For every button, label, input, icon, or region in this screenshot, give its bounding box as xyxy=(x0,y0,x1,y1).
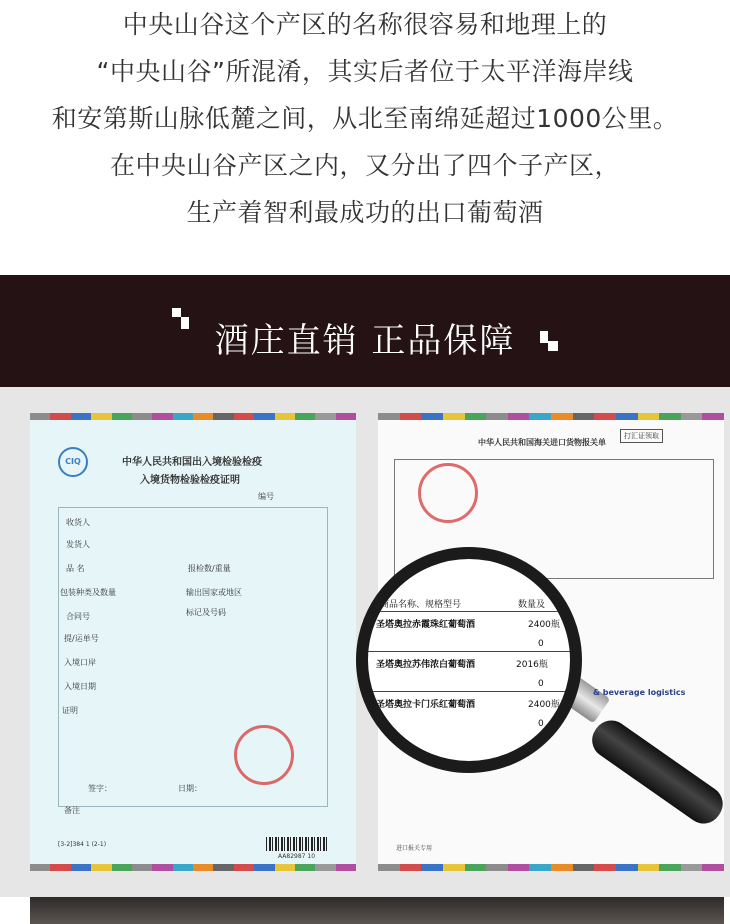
lens-header-qty: 数量及 xyxy=(518,600,546,610)
field-bill-no: 提/运单号 xyxy=(64,634,99,643)
cert-title-line2: 入境货物检验检疫证明 xyxy=(140,475,240,486)
ciq-logo xyxy=(58,447,88,477)
lens-divider xyxy=(368,611,570,612)
corner-mark-right xyxy=(540,331,548,343)
field-consignee: 收货人 xyxy=(66,518,90,527)
lens-header-name: 商品名称、规格型号 xyxy=(380,600,462,610)
banner-title: 酒庄直销 正品保障 xyxy=(214,321,516,361)
cert-number-label: 编号 xyxy=(258,492,274,501)
color-strip xyxy=(378,413,724,420)
lens-divider xyxy=(368,651,570,652)
lens-item-1-qty: 2400瓶 xyxy=(528,620,560,630)
color-strip xyxy=(30,413,356,420)
intro-section xyxy=(0,0,730,275)
field-signature: 签字： xyxy=(88,784,112,793)
lens-item-2-qty: 2016瓶 xyxy=(516,660,548,670)
field-entry-port: 入境口岸 xyxy=(64,658,96,667)
logistics-text: & beverage logistics xyxy=(593,688,686,697)
field-consignor: 发货人 xyxy=(66,540,90,549)
field-product-name: 品 名 xyxy=(66,564,85,573)
field-entry-date: 入境日期 xyxy=(64,682,96,691)
cert-footer-left: [3-2]384 1 (2-1) xyxy=(58,841,107,848)
intro-line-5: 生产着智利最成功的出口葡萄酒 xyxy=(186,198,544,227)
field-origin-country: 输出国家或地区 xyxy=(186,588,242,597)
barcode-icon xyxy=(266,837,328,851)
lens-zero-1: 0 xyxy=(538,639,544,649)
cropped-photo xyxy=(30,897,724,924)
lens-zero-3: 0 xyxy=(538,719,544,729)
ciq-logo-text: CIQ xyxy=(65,457,81,466)
customs-red-stamp xyxy=(418,463,478,523)
field-packaging: 包装种类及数量 xyxy=(60,588,116,597)
red-stamp xyxy=(234,725,294,785)
title-banner xyxy=(0,275,730,387)
field-proof: 证明 xyxy=(62,706,78,715)
lens-item-3-qty: 2400瓶 xyxy=(528,700,560,710)
lens-item-1-name: 圣塔奥拉赤霞珠红葡萄酒 xyxy=(376,620,476,630)
lens-item-3-name: 圣塔奥拉卡门乐红葡萄酒 xyxy=(376,700,476,710)
lens-item-2-name: 圣塔奥拉苏伟浓白葡萄酒 xyxy=(376,660,476,670)
cert-title-line1: 中华人民共和国出入境检验检疫 xyxy=(122,457,262,468)
lens-zero-2: 0 xyxy=(538,679,544,689)
field-marks: 标记及号码 xyxy=(186,608,226,617)
color-strip xyxy=(30,864,356,871)
field-date: 日期： xyxy=(178,784,202,793)
lens-divider xyxy=(368,691,570,692)
cert-footer-right: AA82987 10 xyxy=(278,853,316,860)
inspection-certificate xyxy=(30,413,356,871)
intro-line-1: 中央山谷这个产区的名称很容易和地理上的 xyxy=(122,10,608,39)
corner-mark-right xyxy=(548,341,558,351)
customs-title: 中华人民共和国海关进口货物报关单 xyxy=(478,438,606,447)
intro-line-3: 和安第斯山脉低麓之间，从北至南绵延超过1000公里。 xyxy=(51,104,679,133)
customs-footer: 进口报关专用 xyxy=(396,845,433,852)
magnifier-lens xyxy=(356,547,582,773)
field-quantity: 报检数/重量 xyxy=(188,564,231,573)
field-contract-no: 合同号 xyxy=(66,612,90,621)
intro-line-4: 在中央山谷产区之内，又分出了四个子产区， xyxy=(109,151,620,180)
customs-button: 打汇证领取 xyxy=(620,429,663,443)
color-strip xyxy=(378,864,724,871)
field-remarks: 备注 xyxy=(64,806,80,815)
intro-line-2: “中央山谷”所混淆，其实后者位于太平洋海岸线 xyxy=(96,57,634,86)
